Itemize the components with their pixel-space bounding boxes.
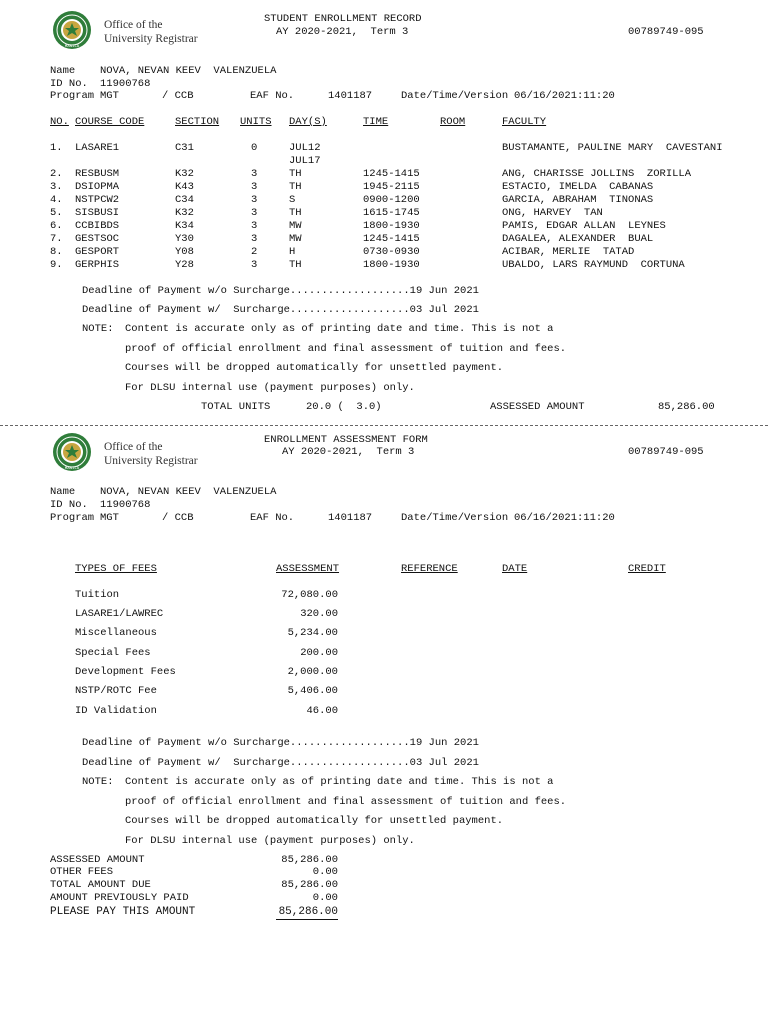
assessed-amount-label: ASSESSED AMOUNT	[490, 401, 585, 413]
col-reference: REFERENCE	[401, 563, 458, 575]
course-time: 1800-1930	[363, 259, 420, 271]
course-no: 9.	[50, 259, 63, 271]
record-title: STUDENT ENROLLMENT RECORD	[264, 13, 422, 25]
program-label: Program	[50, 90, 95, 102]
course-section: K34	[175, 220, 194, 232]
course-section: Y28	[175, 259, 194, 271]
summary-value: 0.00	[312, 892, 338, 904]
note-line-1: Content is accurate only as of printing date and time. This is not a	[125, 776, 554, 788]
program-label: Program	[50, 512, 95, 524]
name-label: Name	[50, 65, 76, 77]
record-academic-year: AY 2020-2021, Term 3	[276, 26, 409, 38]
course-faculty: ANG, CHARISSE JOLLINS ZORILLA	[502, 168, 692, 180]
total-units-label: TOTAL UNITS	[201, 401, 271, 413]
col-no: NO.	[50, 116, 69, 128]
fee-type: Miscellaneous	[75, 627, 157, 639]
tear-off-divider	[0, 425, 768, 426]
summary-label: AMOUNT PREVIOUSLY PAID	[50, 892, 189, 904]
eaf-number: 1401187	[328, 90, 373, 102]
total-units-value: 20.0 ( 3.0)	[306, 401, 382, 413]
course-days: H	[289, 246, 296, 258]
course-days: TH	[289, 259, 302, 271]
fee-type: Tuition	[75, 589, 120, 601]
deadline-with-surcharge: Deadline of Payment w/ Surcharge...................03 Jul 2021	[82, 304, 479, 316]
summary-value: 0.00	[312, 866, 338, 878]
course-faculty: PAMIS, EDGAR ALLAN LEYNES	[502, 220, 666, 232]
course-time: 1945-2115	[363, 181, 420, 193]
course-section: Y30	[175, 233, 194, 245]
office-name-line1: Office of the	[104, 19, 163, 31]
col-faculty: FACULTY	[502, 116, 547, 128]
col-units: UNITS	[240, 116, 272, 128]
col-assessment: ASSESSMENT	[276, 563, 340, 575]
student-id: 11900768	[100, 499, 151, 511]
note-line-1: Content is accurate only as of printing date and time. This is not a	[125, 323, 554, 335]
fee-type: LASARE1/LAWREC	[75, 608, 164, 620]
course-code: DSIOPMA	[75, 181, 120, 193]
fee-type: NSTP/ROTC Fee	[75, 685, 157, 697]
note-label: NOTE:	[82, 776, 114, 788]
deadline-with-surcharge: Deadline of Payment w/ Surcharge...................03 Jul 2021	[82, 757, 479, 769]
course-faculty: UBALDO, LARS RAYMUND CORTUNA	[502, 259, 685, 271]
col-time: TIME	[363, 116, 389, 128]
fee-amount: 46.00	[306, 705, 338, 717]
course-code: NSTPCW2	[75, 194, 120, 206]
university-seal-logo	[52, 10, 92, 50]
svg-text:MANILA: MANILA	[64, 467, 80, 471]
note-line-3: Courses will be dropped automatically for unsettled payment.	[125, 815, 504, 827]
date-time-version-value: 06/16/2021:11:20	[514, 512, 615, 524]
course-days: TH	[289, 168, 302, 180]
deadline-without-surcharge: Deadline of Payment w/o Surcharge...................19 Jun 2021	[82, 285, 479, 297]
svg-text:MANILA: MANILA	[64, 45, 80, 49]
course-units: 3	[251, 259, 258, 271]
course-units: 3	[251, 194, 258, 206]
course-faculty: ONG, HARVEY TAN	[502, 207, 603, 219]
college-value: / CCB	[162, 512, 194, 524]
please-pay-label: PLEASE PAY THIS AMOUNT	[50, 906, 196, 918]
office-name-line2: University Registrar	[104, 33, 198, 45]
course-days: MW	[289, 220, 302, 232]
summary-label: ASSESSED AMOUNT	[50, 854, 145, 866]
course-days: MW	[289, 233, 302, 245]
note-line-3: Courses will be dropped automatically for unsettled payment.	[125, 362, 504, 374]
assessment-academic-year: AY 2020-2021, Term 3	[282, 446, 415, 458]
course-units: 3	[251, 220, 258, 232]
course-no: 2.	[50, 168, 63, 180]
student-name: NOVA, NEVAN KEEV VALENZUELA	[100, 65, 277, 77]
course-units: 0	[251, 142, 258, 154]
course-days-second: JUL17	[289, 155, 321, 167]
course-no: 6.	[50, 220, 63, 232]
student-name: NOVA, NEVAN KEEV VALENZUELA	[100, 486, 277, 498]
date-time-version-label: Date/Time/Version	[401, 90, 509, 102]
course-code: RESBUSM	[75, 168, 120, 180]
course-faculty: ACIBAR, MERLIE TATAD	[502, 246, 635, 258]
program-value: MGT	[100, 90, 119, 102]
id-label: ID No.	[50, 78, 88, 90]
assessment-title: ENROLLMENT ASSESSMENT FORM	[264, 434, 428, 446]
col-credit: CREDIT	[628, 563, 666, 575]
course-units: 3	[251, 181, 258, 193]
course-faculty: ESTACIO, IMELDA CABANAS	[502, 181, 654, 193]
col-date: DATE	[502, 563, 528, 575]
program-value: MGT	[100, 512, 119, 524]
summary-value: 85,286.00	[281, 879, 338, 891]
university-seal-logo	[52, 432, 92, 472]
course-units: 3	[251, 168, 258, 180]
course-section: C31	[175, 142, 194, 154]
assessed-amount-value: 85,286.00	[658, 401, 715, 413]
course-time: 0900-1200	[363, 194, 420, 206]
fee-amount: 2,000.00	[287, 666, 338, 678]
col-section: SECTION	[175, 116, 220, 128]
course-no: 5.	[50, 207, 63, 219]
eaf-label: EAF No.	[250, 512, 295, 524]
eaf-number: 1401187	[328, 512, 373, 524]
col-room: ROOM	[440, 116, 466, 128]
course-days: TH	[289, 207, 302, 219]
course-section: C34	[175, 194, 194, 206]
col-course-code: COURSE CODE	[75, 116, 145, 128]
office-name-line1: Office of the	[104, 441, 163, 453]
course-units: 3	[251, 233, 258, 245]
course-section: K32	[175, 207, 194, 219]
course-section: K32	[175, 168, 194, 180]
course-section: Y08	[175, 246, 194, 258]
summary-value: 85,286.00	[281, 854, 338, 866]
record-reference-number: 00789749-095	[628, 26, 704, 38]
note-line-4: For DLSU internal use (payment purposes) only.	[125, 382, 415, 394]
course-time: 1245-1415	[363, 233, 420, 245]
fee-amount: 200.00	[300, 647, 338, 659]
fee-type: ID Validation	[75, 705, 157, 717]
id-label: ID No.	[50, 499, 88, 511]
eaf-label: EAF No.	[250, 90, 295, 102]
note-line-2: proof of official enrollment and final assessment of tuition and fees.	[125, 343, 567, 355]
course-code: GESTSOC	[75, 233, 120, 245]
course-no: 8.	[50, 246, 63, 258]
col-days: DAY(S)	[289, 116, 327, 128]
course-units: 3	[251, 207, 258, 219]
course-days: TH	[289, 181, 302, 193]
course-code: SISBUSI	[75, 207, 120, 219]
summary-label: OTHER FEES	[50, 866, 114, 878]
fee-type: Special Fees	[75, 647, 151, 659]
course-days: S	[289, 194, 296, 206]
course-days: JUL12	[289, 142, 321, 154]
fee-amount: 320.00	[300, 608, 338, 620]
course-no: 7.	[50, 233, 63, 245]
deadline-without-surcharge: Deadline of Payment w/o Surcharge...................19 Jun 2021	[82, 737, 479, 749]
course-faculty: BUSTAMANTE, PAULINE MARY CAVESTANI	[502, 142, 723, 154]
note-line-2: proof of official enrollment and final assessment of tuition and fees.	[125, 796, 567, 808]
fee-amount: 5,234.00	[287, 627, 338, 639]
name-label: Name	[50, 486, 76, 498]
assessment-reference-number: 00789749-095	[628, 446, 704, 458]
note-label: NOTE:	[82, 323, 114, 335]
college-value: / CCB	[162, 90, 194, 102]
course-code: GESPORT	[75, 246, 120, 258]
course-time: 1800-1930	[363, 220, 420, 232]
date-time-version-label: Date/Time/Version	[401, 512, 509, 524]
col-types-of-fees: TYPES OF FEES	[75, 563, 157, 575]
course-no: 3.	[50, 181, 63, 193]
course-code: CCBIBDS	[75, 220, 120, 232]
amount-underline	[276, 919, 338, 920]
student-id: 11900768	[100, 78, 151, 90]
course-no: 4.	[50, 194, 63, 206]
fee-type: Development Fees	[75, 666, 176, 678]
course-code: GERPHIS	[75, 259, 120, 271]
course-no: 1.	[50, 142, 63, 154]
office-name-line2: University Registrar	[104, 455, 198, 467]
course-units: 2	[251, 246, 258, 258]
fee-amount: 5,406.00	[287, 685, 338, 697]
course-time: 1245-1415	[363, 168, 420, 180]
date-time-version-value: 06/16/2021:11:20	[514, 90, 615, 102]
course-time: 1615-1745	[363, 207, 420, 219]
please-pay-value: 85,286.00	[278, 906, 338, 918]
note-line-4: For DLSU internal use (payment purposes) only.	[125, 835, 415, 847]
fee-amount: 72,080.00	[281, 589, 338, 601]
course-time: 0730-0930	[363, 246, 420, 258]
summary-label: TOTAL AMOUNT DUE	[50, 879, 151, 891]
course-section: K43	[175, 181, 194, 193]
course-faculty: DAGALEA, ALEXANDER BUAL	[502, 233, 654, 245]
course-code: LASARE1	[75, 142, 120, 154]
course-faculty: GARCIA, ABRAHAM TINONAS	[502, 194, 654, 206]
